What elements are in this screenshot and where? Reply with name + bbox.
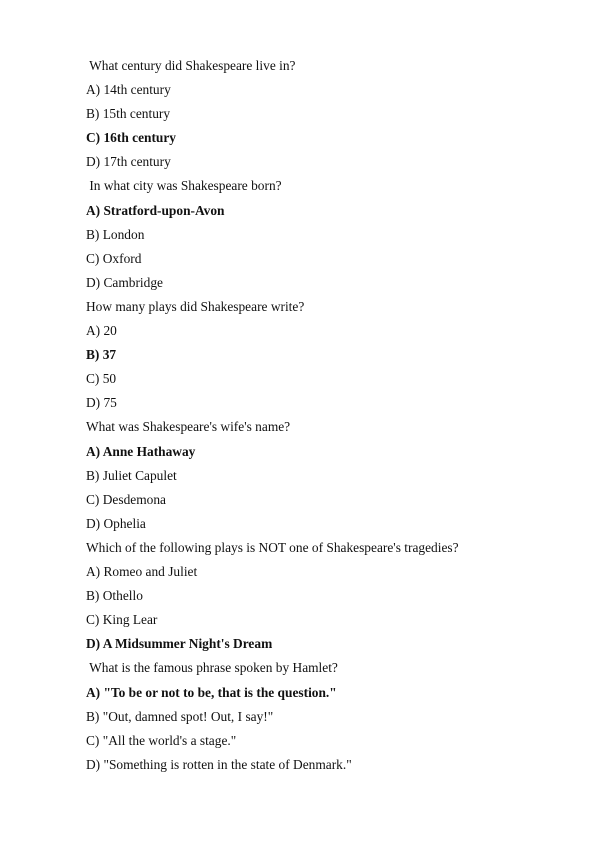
q2-option-d: D) Cambridge bbox=[86, 275, 163, 290]
q4-option-b: B) Juliet Capulet bbox=[86, 468, 177, 483]
q1-option-d: D) 17th century bbox=[86, 154, 171, 169]
q1-option-c: C) 16th century bbox=[86, 130, 177, 145]
q5-option-b: B) Othello bbox=[86, 588, 143, 603]
q5-option-c: C) King Lear bbox=[86, 612, 158, 627]
q3-option-c: C) 50 bbox=[86, 371, 117, 386]
q1-option-a: A) 14th century bbox=[86, 82, 171, 97]
question-2: In what city was Shakespeare born? bbox=[86, 178, 282, 193]
question-6: What is the famous phrase spoken by Hamlet? bbox=[86, 660, 338, 675]
question-1: What century did Shakespeare live in? bbox=[86, 58, 296, 73]
question-3: How many plays did Shakespeare write? bbox=[86, 299, 305, 314]
q4-option-d: D) Ophelia bbox=[86, 516, 146, 531]
q6-option-b: B) "Out, damned spot! Out, I say!" bbox=[86, 709, 274, 724]
q2-option-b: B) London bbox=[86, 227, 145, 242]
q5-option-a: A) Romeo and Juliet bbox=[86, 564, 198, 579]
q6-option-a: A) "To be or not to be, that is the question." bbox=[86, 685, 337, 700]
question-5: Which of the following plays is NOT one of Shakespeare's tragedies? bbox=[86, 540, 459, 555]
q6-option-d: D) "Something is rotten in the state of Denmark." bbox=[86, 757, 352, 772]
q1-option-b: B) 15th century bbox=[86, 106, 171, 121]
q4-option-a: A) Anne Hathaway bbox=[86, 444, 196, 459]
q2-option-a: A) Stratford-upon-Avon bbox=[86, 203, 225, 218]
question-4: What was Shakespeare's wife's name? bbox=[86, 419, 291, 434]
q3-option-b: B) 37 bbox=[86, 347, 117, 362]
q2-option-c: C) Oxford bbox=[86, 251, 142, 266]
q3-option-d: D) 75 bbox=[86, 395, 117, 410]
q3-option-a: A) 20 bbox=[86, 323, 117, 338]
q4-option-c: C) Desdemona bbox=[86, 492, 166, 507]
q6-option-c: C) "All the world's a stage." bbox=[86, 733, 237, 748]
q5-option-d: D) A Midsummer Night's Dream bbox=[86, 636, 273, 651]
